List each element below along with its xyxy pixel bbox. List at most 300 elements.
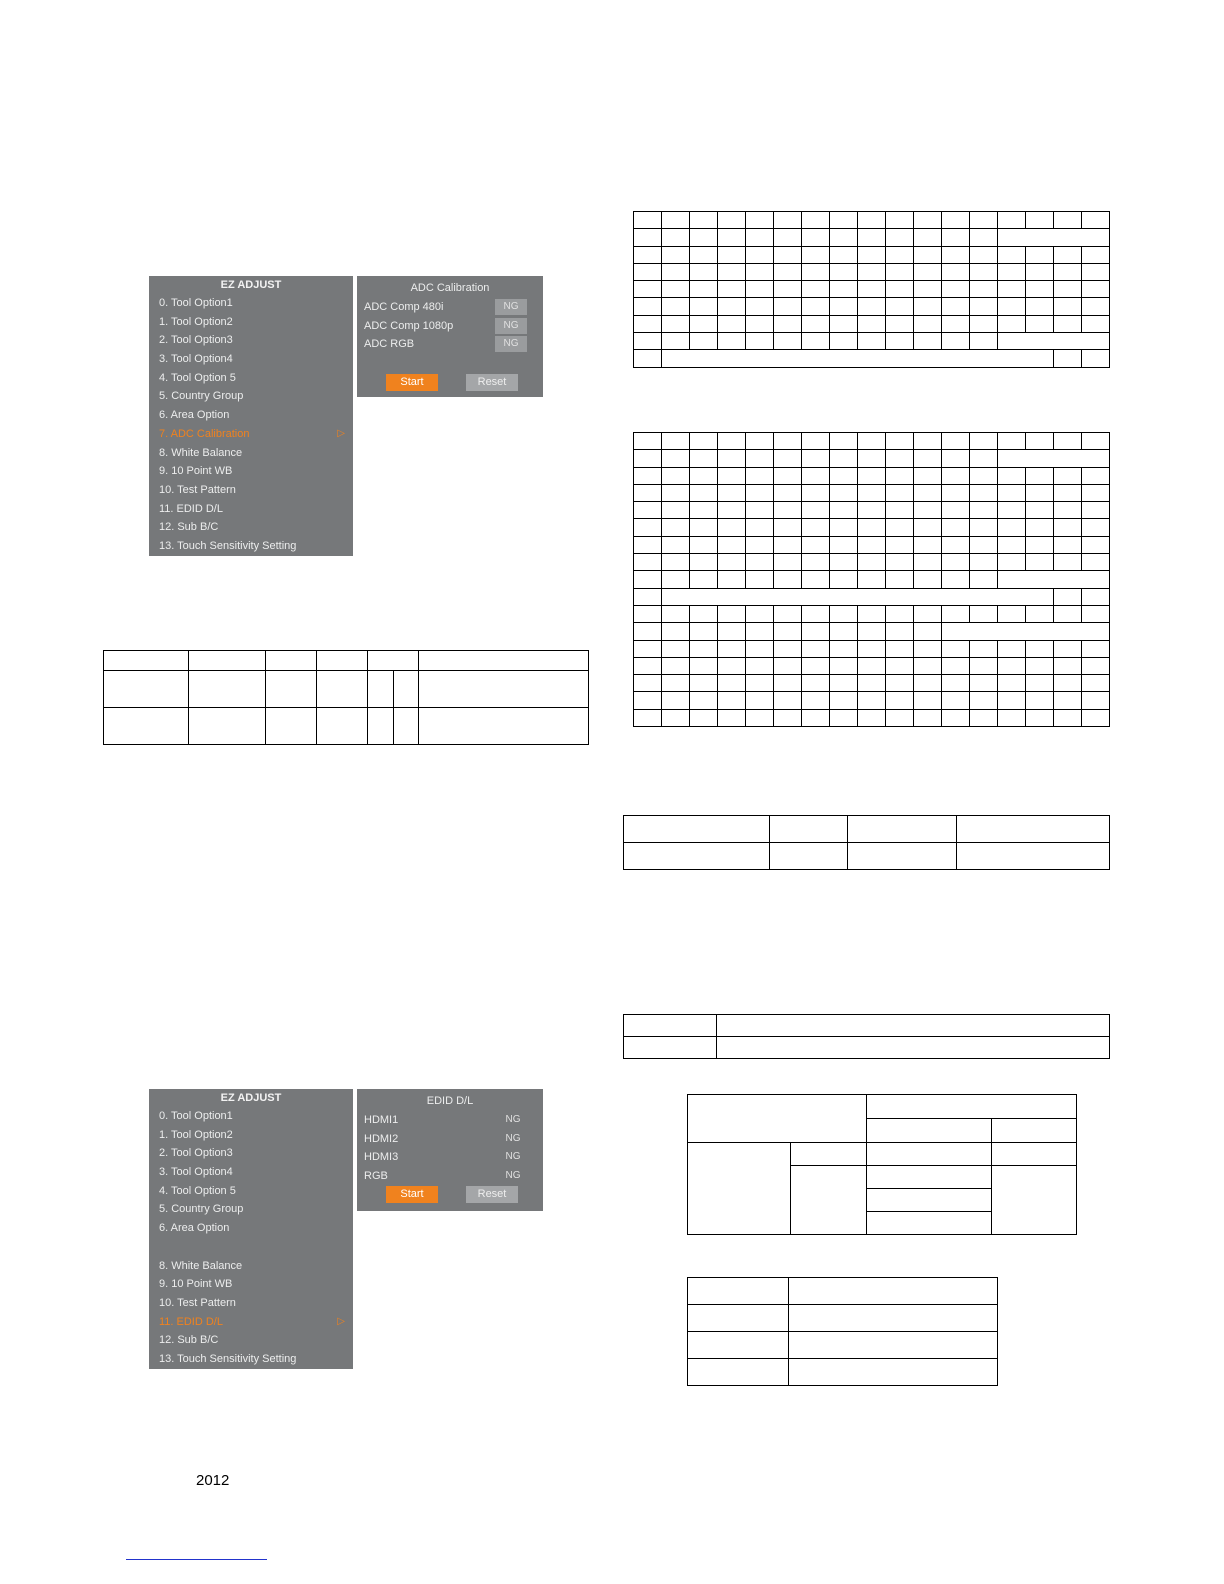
grid-cell: [662, 605, 690, 622]
grid-cell: [1082, 605, 1110, 622]
grid-cell: [746, 623, 774, 640]
grid-cell: [746, 554, 774, 571]
grid-cell: [858, 467, 886, 484]
grid-cell: [886, 333, 914, 350]
grid-cell: [1082, 554, 1110, 571]
grid-cell: [746, 263, 774, 280]
panel-row: [357, 1167, 543, 1186]
menu-item[interactable]: [149, 294, 353, 313]
grid-cell: [690, 519, 718, 536]
grid-cell: [746, 298, 774, 315]
grid-cell: [718, 640, 746, 657]
adc-calibration-panel: [357, 276, 543, 397]
menu-item[interactable]: [149, 1275, 353, 1294]
grid-cell: [886, 657, 914, 674]
grid-cell: [1026, 675, 1054, 692]
grid-cell: [718, 212, 746, 229]
menu-item-label: 12. Sub B/C: [159, 521, 219, 534]
grid-cell: [858, 484, 886, 501]
grid-cell: [886, 536, 914, 553]
menu-item[interactable]: [149, 1107, 353, 1126]
status-badge: NG: [505, 1132, 521, 1144]
grid-cell: [914, 212, 942, 229]
left-spec-table: [103, 650, 589, 745]
ez-adjust-menu-top: [149, 276, 353, 556]
grid-cell: [942, 298, 970, 315]
grid-cell: [914, 519, 942, 536]
menu-item-label: 0. Tool Option1: [159, 297, 233, 309]
grid-cell: [690, 657, 718, 674]
panel-row-label: HDMI2: [364, 1132, 399, 1145]
grid-cell: [858, 263, 886, 280]
menu-item[interactable]: [149, 462, 353, 481]
grid-cell: [942, 519, 970, 536]
menu-item[interactable]: [149, 481, 353, 500]
grid-cell: [998, 484, 1026, 501]
grid-cell: [774, 246, 802, 263]
address-table: [623, 1014, 1110, 1059]
menu-item[interactable]: [149, 1294, 353, 1313]
menu-item[interactable]: [149, 518, 353, 537]
grid-cell: [914, 554, 942, 571]
grid-cell: [998, 333, 1110, 350]
grid-cell: [690, 281, 718, 298]
grid-cell: [634, 212, 662, 229]
grid-cell: [662, 333, 690, 350]
grid-cell: [634, 554, 662, 571]
grid-cell: [690, 315, 718, 332]
menu-item-label: 9. 10 Point WB: [159, 465, 233, 478]
footer-link-underline[interactable]: [126, 1559, 267, 1560]
grid-cell: [886, 675, 914, 692]
grid-cell: [942, 484, 970, 501]
grid-cell: [858, 675, 886, 692]
grid-cell: [886, 281, 914, 298]
grid-cell: [746, 484, 774, 501]
grid-cell: [746, 315, 774, 332]
menu-item[interactable]: [149, 425, 353, 444]
grid-cell: [662, 229, 690, 246]
grid-cell: [858, 298, 886, 315]
grid-cell: [718, 433, 746, 450]
grid-cell: [718, 692, 746, 709]
menu-item-label: 11. EDID D/L: [159, 502, 223, 515]
grid-cell: [1054, 709, 1082, 726]
menu-item[interactable]: [149, 350, 353, 369]
checksum-table: [623, 815, 1110, 870]
menu-item[interactable]: [149, 387, 353, 406]
grid-cell: [690, 571, 718, 588]
grid-cell: [774, 281, 802, 298]
grid-cell: [998, 450, 1110, 467]
menu-item[interactable]: [149, 1350, 353, 1369]
grid-cell: [634, 623, 662, 640]
grid-cell: [858, 450, 886, 467]
grid-cell: [858, 315, 886, 332]
grid-cell: [802, 519, 830, 536]
grid-cell: [774, 298, 802, 315]
grid-cell: [774, 333, 802, 350]
grid-cell: [690, 640, 718, 657]
grid-cell: [858, 502, 886, 519]
grid-cell: [690, 433, 718, 450]
grid-cell: [802, 709, 830, 726]
grid-cell: [718, 675, 746, 692]
grid-cell: [830, 281, 858, 298]
menu-item-label: 10. Test Pattern: [159, 483, 236, 496]
grid-cell: [914, 623, 942, 640]
grid-cell: [914, 246, 942, 263]
grid-cell: [746, 640, 774, 657]
grid-cell: [942, 675, 970, 692]
edid-start-button[interactable]: Start: [386, 1186, 438, 1203]
grid-cell: [970, 502, 998, 519]
grid-cell: [830, 692, 858, 709]
grid-cell: [942, 263, 970, 280]
grid-cell: [970, 229, 998, 246]
grid-cell: [858, 519, 886, 536]
grid-cell: [1054, 263, 1082, 280]
grid-cell: [942, 467, 970, 484]
grid-cell: [942, 657, 970, 674]
menu-item-label: 4. Tool Option 5: [159, 371, 236, 384]
edid-panel-title: EDID D/L: [426, 1095, 474, 1107]
grid-cell: [718, 709, 746, 726]
grid-cell: [998, 571, 1110, 588]
grid-cell: [830, 315, 858, 332]
grid-cell: [746, 229, 774, 246]
grid-cell: [1054, 519, 1082, 536]
menu-item[interactable]: [149, 1313, 353, 1332]
grid-cell: [690, 605, 718, 622]
grid-cell: [830, 298, 858, 315]
grid-cell: [1082, 281, 1110, 298]
submenu-arrow-icon: ▷: [337, 1315, 345, 1327]
grid-cell: [690, 298, 718, 315]
grid-cell: [1082, 484, 1110, 501]
menu-item[interactable]: [149, 537, 353, 556]
grid-cell: [802, 298, 830, 315]
panel-row: [357, 1111, 543, 1130]
grid-cell: [858, 657, 886, 674]
grid-cell: [1082, 315, 1110, 332]
grid-cell: [998, 229, 1110, 246]
grid-cell: [830, 554, 858, 571]
grid-cell: [774, 450, 802, 467]
adc-reset-button[interactable]: Reset: [466, 374, 518, 391]
grid-cell: [942, 433, 970, 450]
grid-cell: [830, 675, 858, 692]
grid-cell: [1026, 657, 1054, 674]
grid-cell: [690, 229, 718, 246]
grid-cell: [746, 281, 774, 298]
grid-cell: [746, 571, 774, 588]
grid-cell: [914, 467, 942, 484]
grid-cell: [942, 315, 970, 332]
grid-cell: [718, 502, 746, 519]
grid-cell: [718, 571, 746, 588]
grid-cell: [662, 298, 690, 315]
menu-item[interactable]: [149, 1331, 353, 1350]
grid-cell: [774, 640, 802, 657]
grid-cell: [886, 229, 914, 246]
grid-cell: [662, 212, 690, 229]
grid-cell: [998, 502, 1026, 519]
grid-cell: [802, 281, 830, 298]
grid-cell: [886, 433, 914, 450]
grid-cell: [970, 709, 998, 726]
menu-item-label: 11. EDID D/L: [159, 1315, 223, 1328]
status-badge: NG: [505, 1114, 521, 1125]
grid-cell: [998, 657, 1026, 674]
footer-year: 2012: [196, 1472, 230, 1489]
menu-item-label: 2. Tool Option3: [159, 1147, 233, 1160]
grid-cell: [998, 709, 1026, 726]
submenu-arrow-icon: ▷: [337, 427, 345, 439]
grid-cell: [1082, 640, 1110, 657]
grid-cell: [830, 450, 858, 467]
edid-reset-button[interactable]: Reset: [466, 1186, 518, 1203]
grid-cell: [718, 263, 746, 280]
grid-cell: [1082, 433, 1110, 450]
grid-cell: [942, 333, 970, 350]
grid-cell: [802, 467, 830, 484]
grid-cell: [718, 536, 746, 553]
grid-cell: [746, 212, 774, 229]
grid-cell: [802, 675, 830, 692]
grid-cell: [802, 484, 830, 501]
menu-item[interactable]: [149, 1163, 353, 1182]
grid-cell: [690, 246, 718, 263]
grid-cell: [746, 502, 774, 519]
grid-cell: [970, 605, 998, 622]
menu-item-label: 10. Test Pattern: [159, 1296, 236, 1309]
menu-item[interactable]: [149, 369, 353, 388]
grid-cell: [634, 536, 662, 553]
grid-cell: [802, 605, 830, 622]
panel-row-label: HDMI1: [364, 1114, 399, 1126]
menu-item[interactable]: [149, 1257, 353, 1276]
panel-row: [357, 317, 543, 336]
grid-cell: [998, 433, 1026, 450]
grid-cell: [970, 298, 998, 315]
grid-cell: [1026, 298, 1054, 315]
grid-cell: [1026, 519, 1054, 536]
grid-cell: [690, 263, 718, 280]
menu-title: EZ ADJUST: [220, 1092, 282, 1104]
grid-cell: [830, 467, 858, 484]
grid-cell: [914, 605, 942, 622]
grid-cell: [634, 433, 662, 450]
grid-cell: [1082, 692, 1110, 709]
grid-cell: [998, 692, 1026, 709]
grid-cell: [1026, 212, 1054, 229]
grid-cell: [1082, 246, 1110, 263]
grid-cell: [690, 554, 718, 571]
grid-cell: [914, 484, 942, 501]
menu-item[interactable]: [149, 1200, 353, 1219]
grid-cell: [942, 281, 970, 298]
menu-item[interactable]: [149, 500, 353, 519]
menu-item[interactable]: [149, 1182, 353, 1201]
grid-cell: [1026, 502, 1054, 519]
menu-item[interactable]: [149, 1238, 353, 1257]
menu-item-label: 5. Country Group: [159, 390, 244, 403]
adc-start-button[interactable]: Start: [386, 374, 438, 391]
grid-cell: [634, 709, 662, 726]
grid-cell: [886, 571, 914, 588]
grid-cell: [998, 281, 1026, 298]
grid-cell: [914, 263, 942, 280]
grid-cell: [1026, 605, 1054, 622]
grid-cell: [634, 605, 662, 622]
grid-cell: [970, 263, 998, 280]
grid-cell: [970, 657, 998, 674]
grid-cell: [662, 554, 690, 571]
grid-cell: [1082, 298, 1110, 315]
grid-cell: [886, 623, 914, 640]
grid-cell: [970, 450, 998, 467]
grid-cell: [1054, 350, 1082, 367]
menu-item[interactable]: [149, 1126, 353, 1145]
grid-cell: [774, 519, 802, 536]
grid-cell: [914, 298, 942, 315]
grid-cell: [1054, 588, 1082, 605]
grid-cell: [914, 640, 942, 657]
grid-cell: [690, 484, 718, 501]
panel-row: [357, 1148, 543, 1167]
adc-panel-title: ADC Calibration: [410, 282, 490, 294]
grid-cell: [662, 588, 1054, 605]
grid-cell: [774, 212, 802, 229]
grid-cell: [1054, 246, 1082, 263]
grid-cell: [942, 536, 970, 553]
grid-cell: [662, 623, 690, 640]
grid-cell: [914, 229, 942, 246]
grid-cell: [970, 246, 998, 263]
grid-cell: [690, 212, 718, 229]
grid-cell: [914, 571, 942, 588]
status-badge: NG: [495, 318, 527, 334]
grid-cell: [942, 212, 970, 229]
grid-cell: [1082, 519, 1110, 536]
panel-row: [357, 298, 543, 317]
grid-cell: [662, 433, 690, 450]
grid-cell: [774, 554, 802, 571]
grid-cell: [830, 640, 858, 657]
menu-item-label: 9. 10 Point WB: [159, 1278, 233, 1291]
grid-cell: [1026, 281, 1054, 298]
menu-item-label: 7. ADC Calibration: [159, 427, 250, 440]
grid-cell: [1054, 675, 1082, 692]
grid-cell: [690, 675, 718, 692]
grid-cell: [690, 333, 718, 350]
menu-item[interactable]: [149, 331, 353, 350]
grid-cell: [634, 657, 662, 674]
grid-cell: [830, 605, 858, 622]
grid-cell: [886, 467, 914, 484]
grid-cell: [970, 484, 998, 501]
menu-item-label: 12. Sub B/C: [159, 1334, 219, 1347]
grid-cell: [914, 333, 942, 350]
grid-cell: [858, 212, 886, 229]
grid-cell: [634, 229, 662, 246]
grid-cell: [1026, 484, 1054, 501]
grid-cell: [774, 502, 802, 519]
grid-cell: [1026, 692, 1054, 709]
grid-cell: [662, 281, 690, 298]
grid-cell: [886, 212, 914, 229]
grid-cell: [662, 246, 690, 263]
grid-cell: [746, 467, 774, 484]
grid-cell: [662, 657, 690, 674]
grid-cell: [802, 212, 830, 229]
grid-cell: [914, 657, 942, 674]
grid-cell: [1054, 212, 1082, 229]
grid-cell: [718, 519, 746, 536]
grid-cell: [1054, 315, 1082, 332]
grid-cell: [802, 229, 830, 246]
status-badge: NG: [505, 1151, 521, 1162]
grid-cell: [914, 433, 942, 450]
grid-cell: [1054, 502, 1082, 519]
grid-cell: [830, 433, 858, 450]
grid-cell: [886, 519, 914, 536]
grid-cell: [830, 623, 858, 640]
grid-cell: [970, 640, 998, 657]
grid-cell: [830, 229, 858, 246]
grid-cell: [858, 281, 886, 298]
menu-item-label: 2. Tool Option3: [159, 334, 233, 347]
grid-cell: [1082, 536, 1110, 553]
grid-cell: [1082, 467, 1110, 484]
grid-cell: [774, 263, 802, 280]
menu-item[interactable]: [149, 406, 353, 425]
grid-cell: [634, 450, 662, 467]
grid-cell: [1082, 350, 1110, 367]
grid-cell: [942, 502, 970, 519]
grid-cell: [718, 605, 746, 622]
status-badge: NG: [505, 1169, 521, 1181]
panel-row-label: RGB: [364, 1169, 388, 1182]
grid-cell: [830, 333, 858, 350]
grid-cell: [1054, 605, 1082, 622]
result-table: [687, 1277, 998, 1386]
grid-cell: [802, 554, 830, 571]
menu-item[interactable]: [149, 313, 353, 332]
grid-cell: [998, 536, 1026, 553]
grid-cell: [774, 675, 802, 692]
grid-cell: [690, 450, 718, 467]
grid-cell: [662, 350, 1054, 367]
grid-cell: [662, 450, 690, 467]
menu-item[interactable]: [149, 1219, 353, 1238]
grid-cell: [914, 281, 942, 298]
menu-item[interactable]: [149, 444, 353, 463]
grid-cell: [690, 623, 718, 640]
edid-data-grid-b: [633, 432, 1110, 727]
grid-cell: [886, 692, 914, 709]
grid-cell: [914, 692, 942, 709]
menu-item[interactable]: [149, 1144, 353, 1163]
grid-cell: [942, 605, 970, 622]
grid-cell: [718, 657, 746, 674]
grid-cell: [886, 263, 914, 280]
grid-cell: [998, 298, 1026, 315]
grid-cell: [942, 692, 970, 709]
grid-cell: [858, 571, 886, 588]
grid-cell: [886, 298, 914, 315]
